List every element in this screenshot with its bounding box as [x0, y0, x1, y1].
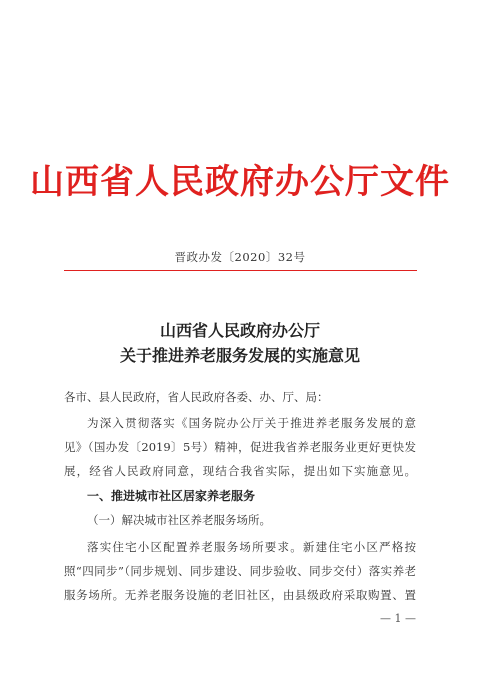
page-number: — 1 — — [380, 612, 416, 625]
document-title-line-1: 山西省人民政府办公厅 — [159, 321, 320, 340]
red-separator-line — [64, 270, 417, 271]
intro-line-1: 为深入贯彻落实《国务院办公厅关于推进养老服务发展的意 — [87, 416, 416, 430]
intro-line-3: 展，经省人民政府同意，现结合我省实际，提出如下实施意见。 — [64, 464, 416, 478]
document-title-line-2: 关于推进养老服务发展的实施意见 — [119, 346, 360, 365]
salutation: 各市、县人民政府，省人民政府各委、办、厅、局： — [64, 390, 329, 404]
section-heading: 一、推进城市社区居家养老服务 — [87, 489, 256, 503]
subsection-heading: （一）解决城市社区养老服务场所。 — [87, 513, 271, 527]
paragraph-line-2: 照“四同步”（同步规划、同步建设、同步验收、同步交付）落实养老 — [64, 564, 416, 578]
paragraph-line-1: 落实住宅小区配置养老服务场所要求。新建住宅小区严格按 — [87, 540, 416, 554]
document-number: 晋政办发〔2020〕32号 — [174, 250, 306, 264]
issuer-masthead: 山西省人民政府办公厅文件 — [30, 162, 450, 202]
intro-line-2: 见》（国办发〔2019〕5号）精神，促进我省养老服务业更好更快发 — [64, 440, 416, 454]
paragraph-line-3: 服务场所。无养老服务设施的老旧社区，由县级政府采取购置、置 — [64, 588, 416, 602]
